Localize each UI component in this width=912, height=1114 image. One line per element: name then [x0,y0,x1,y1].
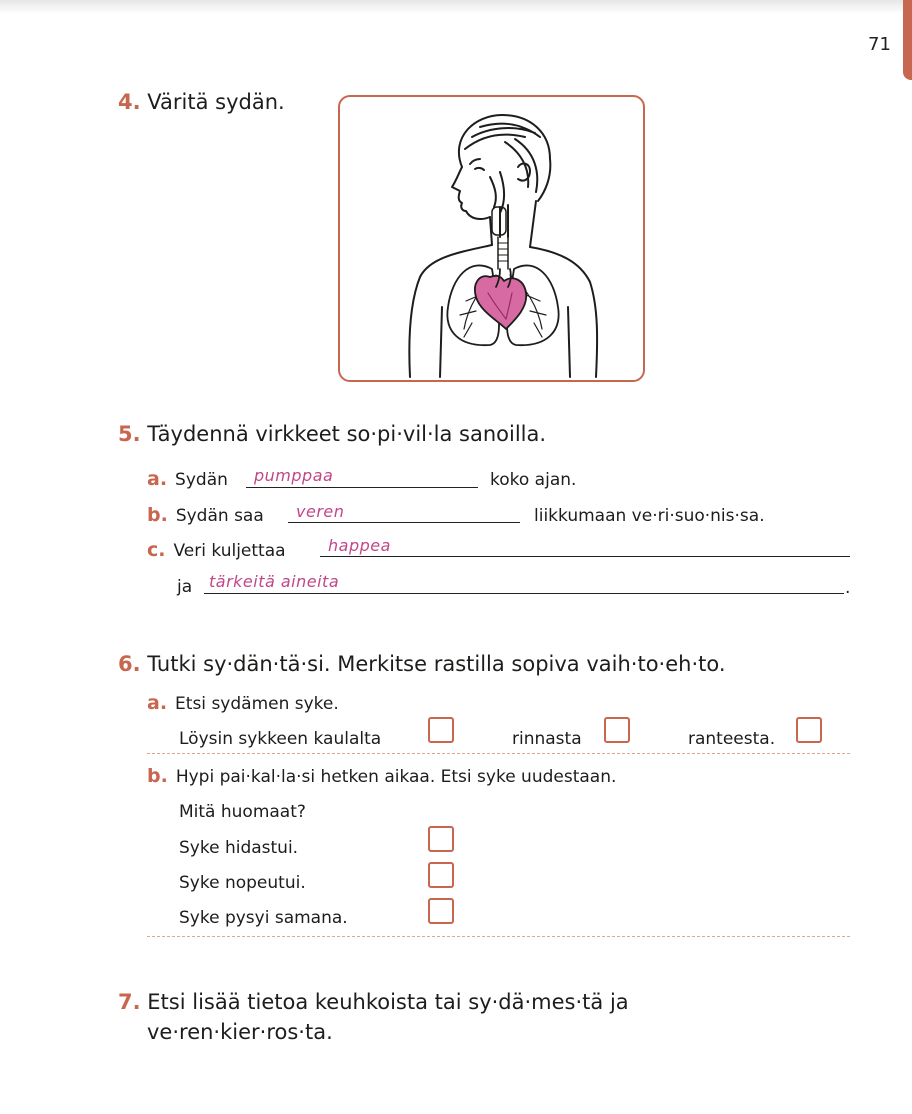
task6-number: 6. [118,652,141,676]
task7-line1: Etsi lisää tietoa keuhkoista tai sy·dä·mes·tä ja [147,990,629,1014]
task5c-answer[interactable]: happea [328,536,391,555]
checkbox-kaulalta[interactable] [428,717,454,743]
task5b-blank-line [288,522,520,523]
task6b-option-2: Syke nopeutui. [179,873,306,893]
task5c-answer2[interactable]: tärkeitä aineita [209,572,340,591]
task5a-label: a. [147,468,168,490]
task5a-row [147,468,228,490]
page-edge-tab [903,0,912,80]
task6a-text: Etsi sydämen syke. [175,694,339,714]
task5b-before: Sydän saa [175,506,264,526]
task6a-prefix: Löysin sykkeen kaulalta [179,729,382,749]
task5-heading [118,422,546,446]
checkbox-nopeutui[interactable] [428,862,454,888]
task5c-blank-line2 [204,593,844,594]
task5c-row [147,539,286,561]
task6b-label: b. [147,765,168,787]
task6-title: Tutki sy·dän·tä·si. Merkitse rastilla sopiva vaih·to·eh·to. [147,652,726,676]
task4-number: 4. [118,90,141,114]
page-number: 71 [868,34,891,55]
task7-number: 7. [118,990,141,1014]
task6b-text: Hypi pai·kal·la·si hetken aikaa. Etsi syke uudestaan. [175,767,617,787]
task7-heading [118,990,629,1014]
task6b-question: Mitä huomaat? [179,802,306,822]
checkbox-rinnasta[interactable] [604,717,630,743]
task5a-before: Sydän [175,470,228,490]
task7-line2: ve·ren·kier·ros·ta. [147,1020,333,1044]
task5a-answer[interactable]: pumppaa [254,466,334,485]
task6a-opt3: ranteesta. [688,729,776,749]
body-heart-illustration [340,97,643,380]
task5c-blank-line [320,556,850,557]
task5a-blank-line [246,487,478,488]
task6-heading [118,652,726,676]
task6b-row [147,765,616,787]
task5b-answer[interactable]: veren [296,502,345,521]
illustration-frame [338,95,645,382]
divider-dashed-2 [147,936,850,937]
task5c-end: . [845,578,851,598]
task5-title: Täydennä virkkeet so·pi·vil·la sanoilla. [147,422,547,446]
task5c-before: Veri kuljettaa [173,541,286,561]
checkbox-pysyi-samana[interactable] [428,898,454,924]
task5b-label: b. [147,504,168,526]
task4-title: Väritä sydän. [147,90,285,114]
task6a-row [147,692,339,714]
task6a-label: a. [147,692,168,714]
task6a-opt2: rinnasta [512,729,582,749]
page-top-shadow [0,0,912,14]
checkbox-ranteesta[interactable] [796,717,822,743]
task6b-option-3: Syke pysyi samana. [179,908,348,928]
task5-number: 5. [118,422,141,446]
task4-heading [118,90,285,114]
checkbox-hidastui[interactable] [428,826,454,852]
task5a-after: koko ajan. [490,470,577,490]
task5c-line2-before: ja [177,577,193,597]
task6b-option-1: Syke hidastui. [179,838,299,858]
task5c-label: c. [147,539,166,561]
task5b-after: liikkumaan ve·ri·suo·nis·sa. [534,506,765,526]
divider-dashed-1 [147,753,850,754]
task5b-row [147,504,264,526]
